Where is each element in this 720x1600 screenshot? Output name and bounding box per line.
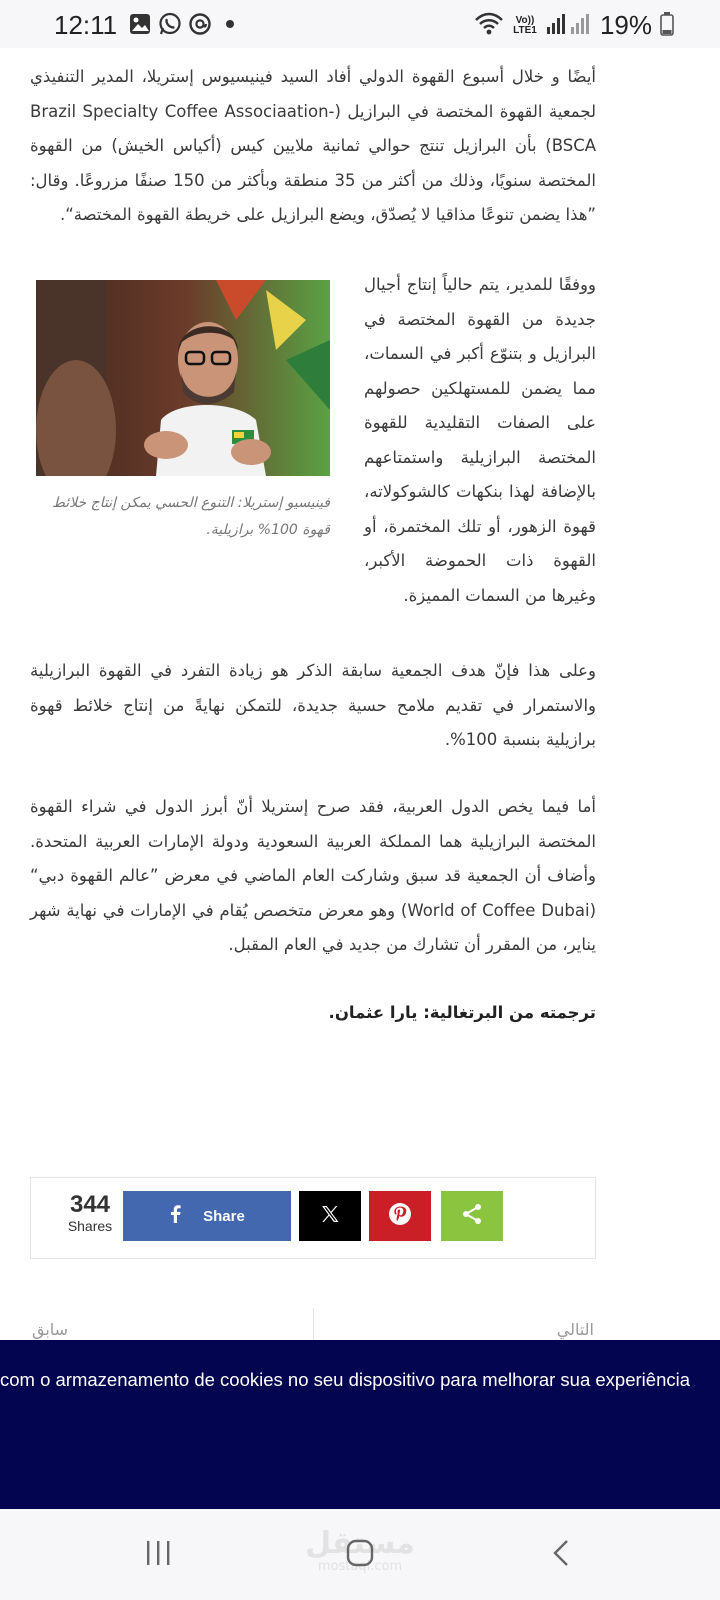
- pinterest-share-button[interactable]: [369, 1191, 431, 1241]
- watermark-text-ar: مستقل: [305, 1526, 415, 1561]
- status-time: 12:11: [54, 10, 118, 40]
- battery-percent: 19%: [599, 10, 652, 40]
- wifi-icon: [474, 12, 504, 40]
- cookie-banner-text: com o armazenamento de cookies no seu dispositivo para melhorar sua experiência: [0, 1369, 691, 1390]
- facebook-share-button[interactable]: [123, 1191, 291, 1241]
- photo-caption: فينيسيو إستريلا: التنوع الحسي يمكن إنتاج خلائط قهوة 100% برازيلية.: [52, 495, 330, 538]
- gallery-icon: [128, 12, 152, 36]
- previous-post-link[interactable]: سابق: [32, 1320, 69, 1339]
- recent-apps-icon: [143, 1538, 173, 1572]
- article-paragraph: وعلى هذا فإنّ هدف الجمعية سابقة الذكر هو زيادة التفرد في القهوة البرازيلية والاستمرار في تقديم ملامح حسية جديدة، للتمكن نهايةً من إنتاج خلائط قهوة برازيلية بنسبة 100%.: [30, 661, 596, 749]
- share-count: 344: [69, 1191, 111, 1218]
- dot-icon: [218, 12, 242, 36]
- facebook-icon: [169, 1205, 181, 1227]
- status-system-icons: [474, 10, 674, 41]
- home-icon: [345, 1538, 375, 1572]
- facebook-share-label: Share: [203, 1207, 245, 1225]
- article-photo: [36, 280, 330, 476]
- system-navigation-bar: [0, 1509, 720, 1600]
- network-type: Vo)) LTE1: [513, 14, 537, 36]
- signal-icon: [546, 12, 592, 40]
- x-icon: [320, 1204, 340, 1228]
- whatsapp-icon: [158, 12, 182, 36]
- watermark-text-en: mostaql.com: [317, 1559, 403, 1574]
- x-share-button[interactable]: [299, 1191, 361, 1241]
- home-button[interactable]: [340, 1535, 380, 1575]
- share-count-label: Shares: [67, 1218, 113, 1234]
- battery-icon: [660, 12, 674, 40]
- translator-credit: ترجمته من البرتغالية: يارا عثمان.: [328, 1003, 596, 1022]
- article-paragraph: أما فيما يخص الدول العربية، فقد صرح إستريلا أنّ أبرز الدول في شراء القهوة المختصة البرازيلية هما المملكة العربية السعودية ودولة الإمارات العربية المتحدة. وأضاف أن الجمعية قد سبق وشاركت العام الماضي في معرض ”عالم القهوة دبي“ (World of Coffee Dubai) وهو معرض متخصص يُقام في الإمارات في نهاية شهر يناير، من المقرر أن تشارك من جديد في العام المقبل.: [30, 797, 597, 954]
- generic-share-button[interactable]: [441, 1191, 503, 1241]
- share-icon: [461, 1203, 483, 1229]
- status-notification-icons: [128, 12, 242, 36]
- recent-apps-button[interactable]: [138, 1535, 178, 1575]
- article-paragraph: ووفقًا للمدير، يتم حالياً إنتاج أجيال جديدة من القهوة المختصة في البرازيل و بتنوّع أكبر في السمات، مما يضمن للمستهلكين حصولهم على الصفات التقليدية للقهوة المختصة البرازيلية واستمتاعهم بالإضافة لهذا بنكهات كالشوكولاته، قهوة الزهور، أو تلك المختمرة، أو القهوة ذات الحموضة الأكبر، وغيرها من السمات المميزة.: [364, 275, 596, 605]
- share-bar: [30, 1177, 596, 1259]
- article-paragraph: أيضًا و خلال أسبوع القهوة الدولي أفاد السيد فينيسيوس إستريلا، المدير التنفيذي لجمعية القهوة المختصة في البرازيل (Brazil Specialty Coffee Associaation- BSCA) بأن البرازيل تنتج حوالي ثمانية ملايين كيس (أكياس الخيش) من القهوة المختصة سنويًا، وذلك من أكثر من 35 منطقة وبأكثر من 150 صنفًا مزروعًا. وقال: ”هذا يضمن تنوعًا مذاقيا لا يُصدّق، ويضع البرازيل على خريطة القهوة المختصة“.: [30, 67, 596, 224]
- cookie-banner: [0, 1340, 720, 1509]
- back-icon: [547, 1538, 577, 1572]
- status-bar: [0, 0, 720, 48]
- back-button[interactable]: [542, 1535, 582, 1575]
- share-counter: [65, 1192, 115, 1234]
- pinterest-icon: [388, 1202, 412, 1230]
- next-post-link[interactable]: التالي: [556, 1320, 594, 1339]
- threads-icon: [188, 12, 212, 36]
